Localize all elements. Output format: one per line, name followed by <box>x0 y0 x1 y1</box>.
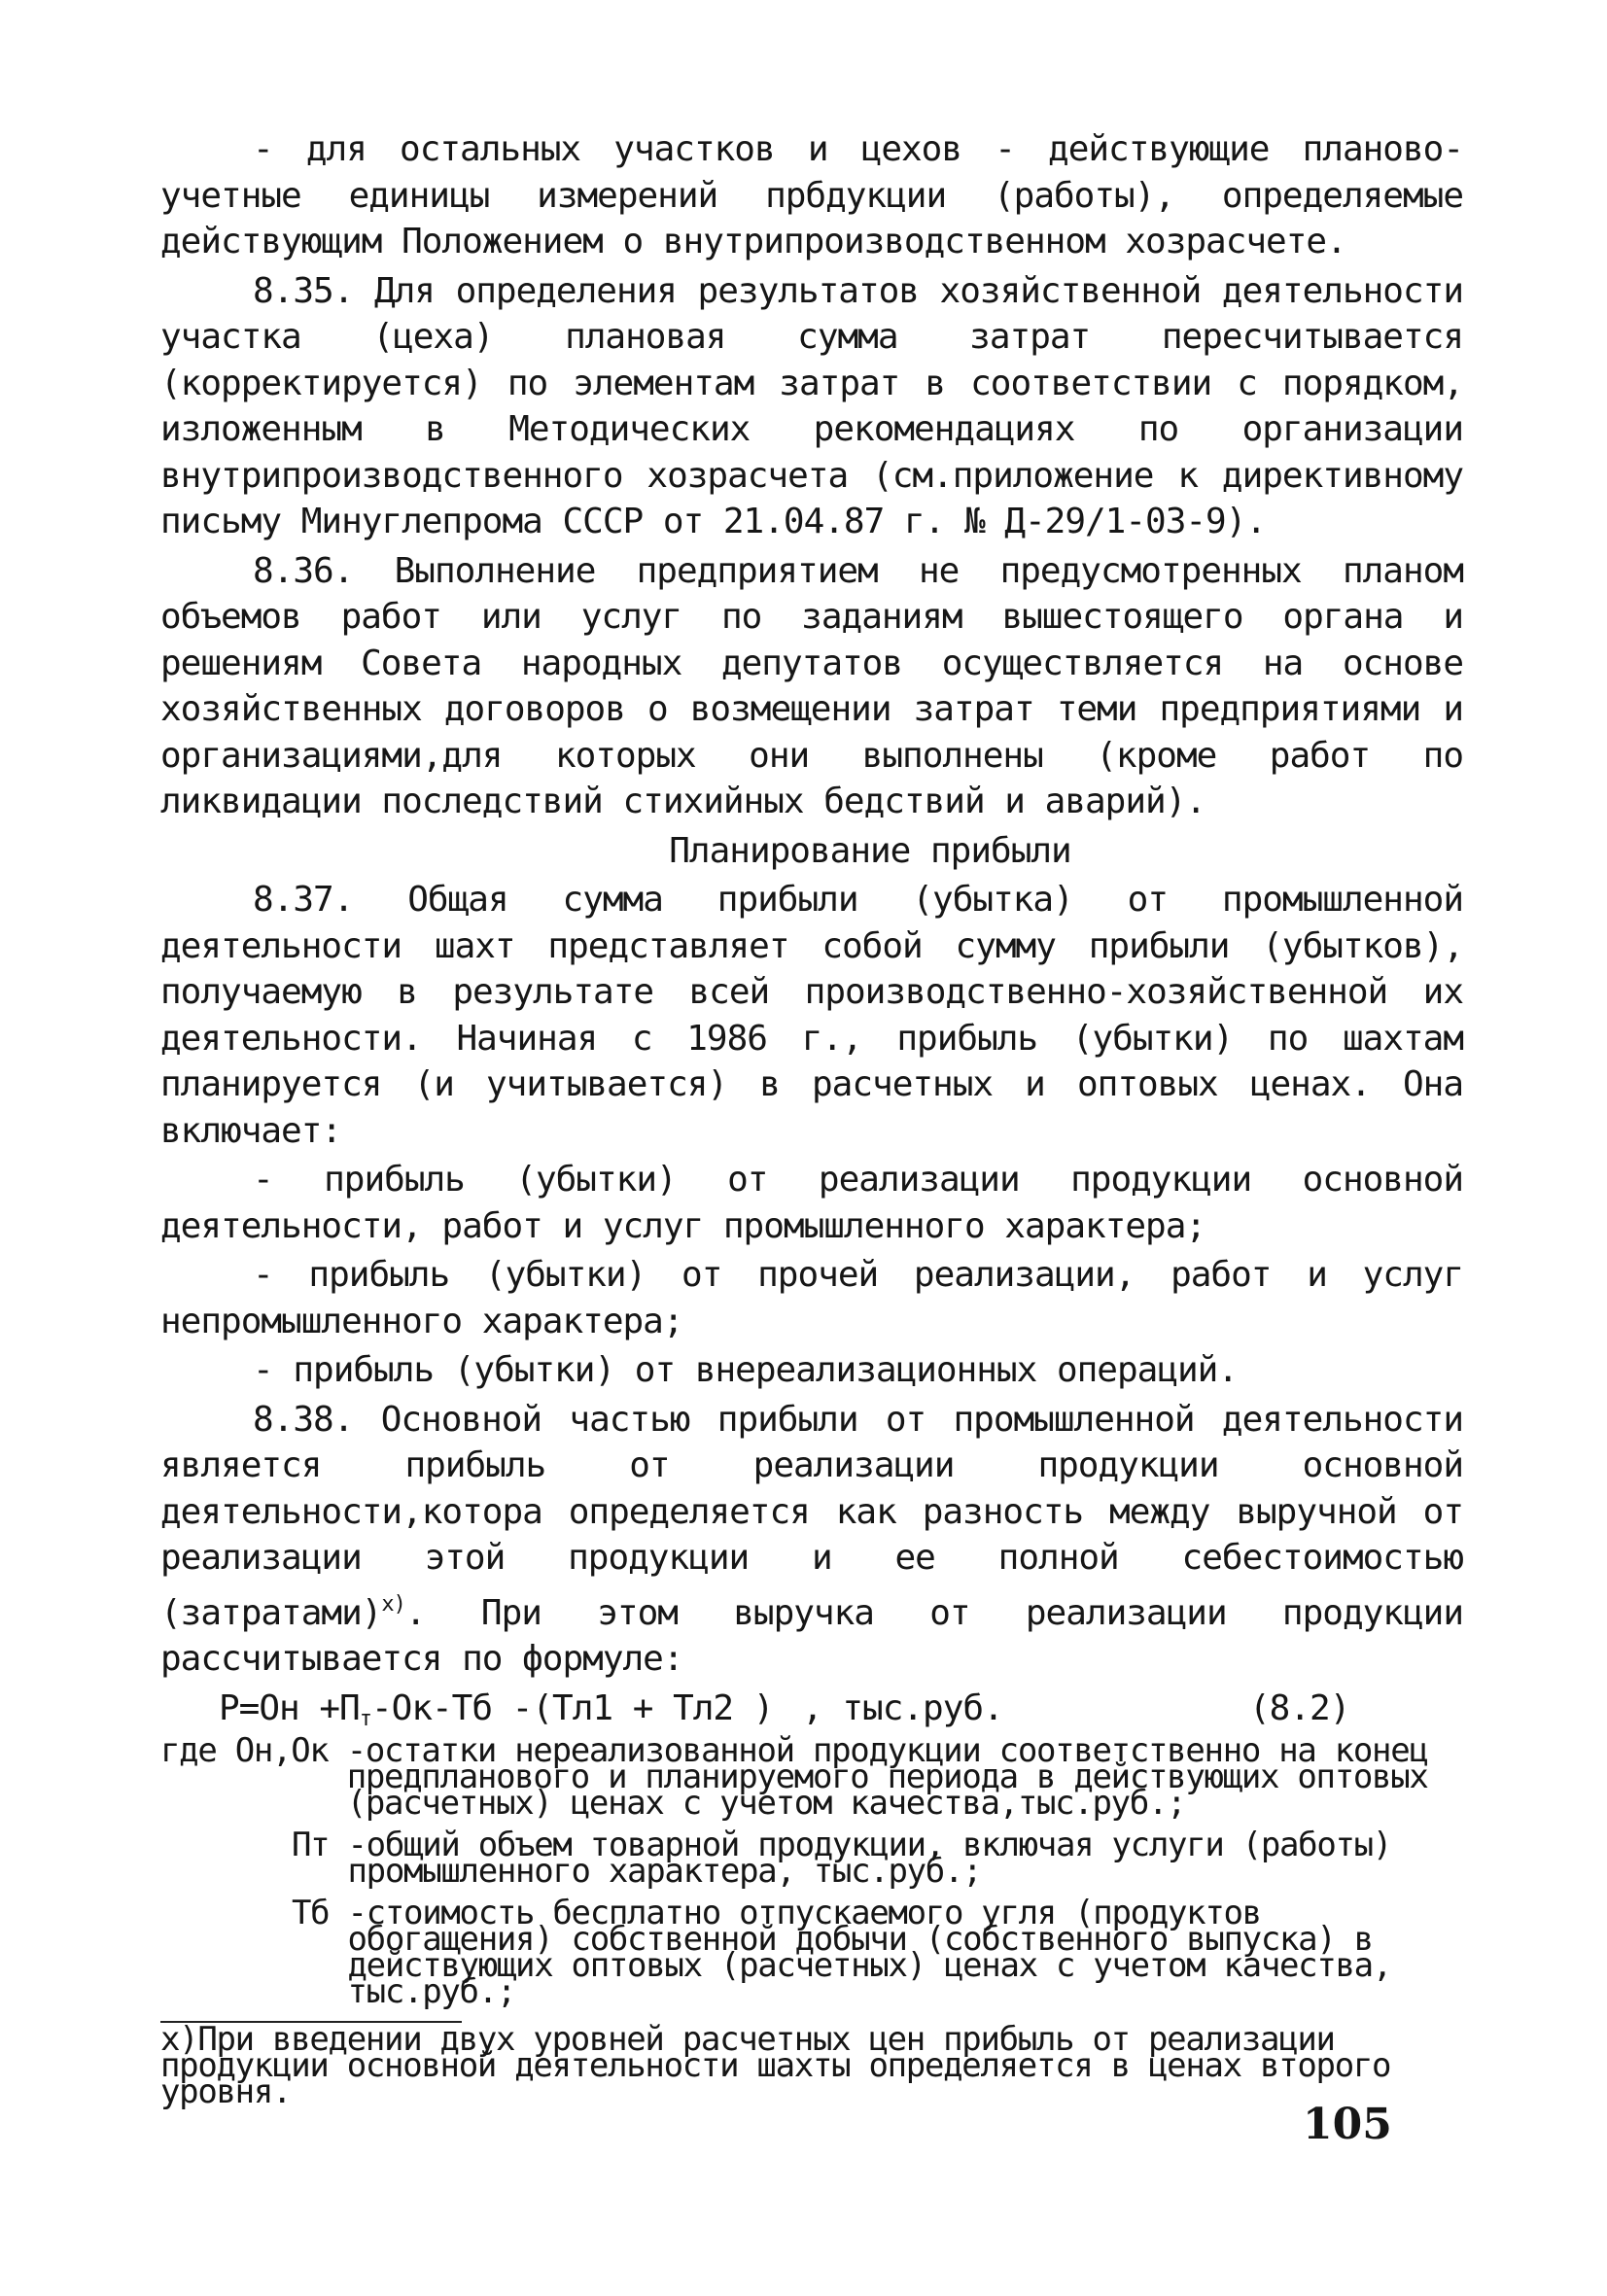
legend-item <box>160 1893 1463 2011</box>
bullet-item: - прибыль (убытки) от реализации продукции основной деятельности, работ и услуг промышленного характера; <box>160 1160 1463 1246</box>
bullet-item: - прибыль (убытки) от внереализационных операций. <box>253 1350 1239 1390</box>
formula-unit: , тыс.руб. <box>802 1687 1003 1728</box>
legend-symbol: Он,Ок <box>234 1730 329 1770</box>
footnote-mark: х) <box>381 1591 405 1617</box>
section-heading: Планирование прибыли <box>669 830 1071 871</box>
legend-description: -стоимость бесплатно отпускаемого угля (продуктов обогащения) собственной добычи (собственного выпуска) в действующих оптовых (расчетных) ценах с учетом качества, тыс.руб.; <box>347 1893 1392 2011</box>
footnote: х)При введении двух уровней расчетных цен прибыль от реализации продукции основной деятельности шахты определяется в ценах второго уровня. <box>160 2019 1391 2111</box>
paragraph-8-36: 8.36. Выполнение предприятием не предусмотренных планом объемов работ или услуг по заданиям вышестоящего органа и решениям Совета народных депутатов осуществляется на основе хозяйственных договоров о возмещении затрат теми предприятиями и организациями,для которых они выполнены (кроме работ по ликвидации последствий стихийных бедствий и аварий). <box>160 550 1463 821</box>
formula-legend <box>160 1730 1463 2011</box>
formula-expression: $Р=Он +П_т-Ок-Тб$ -(Тл1 + Тл2 ) <box>219 1687 774 1731</box>
paragraph-units: - для остальных участков и цехов - действующие планово-учетные единицы измерений прбдукции (работы), определяемые действующим Положением о внутрипроизводственном хозрасчете. <box>160 129 1463 261</box>
bullet-item: - прибыль (убытки) от прочей реализации, работ и услуг непромышленного характера; <box>160 1255 1463 1341</box>
page-number: 105 <box>1303 2100 1392 2149</box>
paragraph-8-38-tail: . При этом выручка от реализации продукции рассчитывается по формуле: <box>160 1592 1463 1679</box>
formula-8-2 <box>160 1686 1463 1732</box>
legend-lead: где <box>160 1730 217 1770</box>
paragraph-8-35: 8.35. Для определения результатов хозяйственной деятельности участка (цеха) плановая сумма затрат пересчитывается (корректируется) по элементам затрат в соответствии с порядком, изложенным в Методических рекомендациях по организации внутрипроизводственного хозрасчета (см.приложение к директивному письму Минуглепрома СССР от 21.04.87 г. № Д-29/1-03-9). <box>160 270 1463 541</box>
legend-item <box>160 1825 1463 1891</box>
paragraph-8-37: 8.37. Общая сумма прибыли (убытка) от промышленной деятельности шахт представляет собой сумму прибыли (убытков), получаемую в результате всей производственно-хозяйственной их деятельности. Начиная с 1986 г., прибыль (убытки) по шахтам планируется (и учитывается) в расчетных и оптовых ценах. Она включает: <box>160 880 1463 1151</box>
legend-description: -остатки нереализованной продукции соответственно на конец предпланового и планируемого периода в действующих оптовых (расчетных) ценах с учетом качества,тыс.руб.; <box>346 1730 1428 1823</box>
formula-number: (8.2) <box>1249 1687 1350 1728</box>
legend-item <box>160 1730 1463 1823</box>
paragraph-8-38-text: 8.38. Основной частью прибыли от промышленной деятельности является прибыль от реализации продукции основной деятельности,котора определяется как разность между выручной от реализации этой продукции и ее полной себестоимостью (затратами) <box>160 1399 1463 1633</box>
legend-description: -общий объем товарной продукции, включая услуги (работы) промышленного характера, тыс.руб.; <box>347 1825 1392 1891</box>
legend-symbol: Тб <box>292 1893 330 1932</box>
body-text <box>160 126 1463 2111</box>
legend-symbol: Пт <box>292 1825 330 1864</box>
paragraph-8-38 <box>160 1397 1463 1683</box>
